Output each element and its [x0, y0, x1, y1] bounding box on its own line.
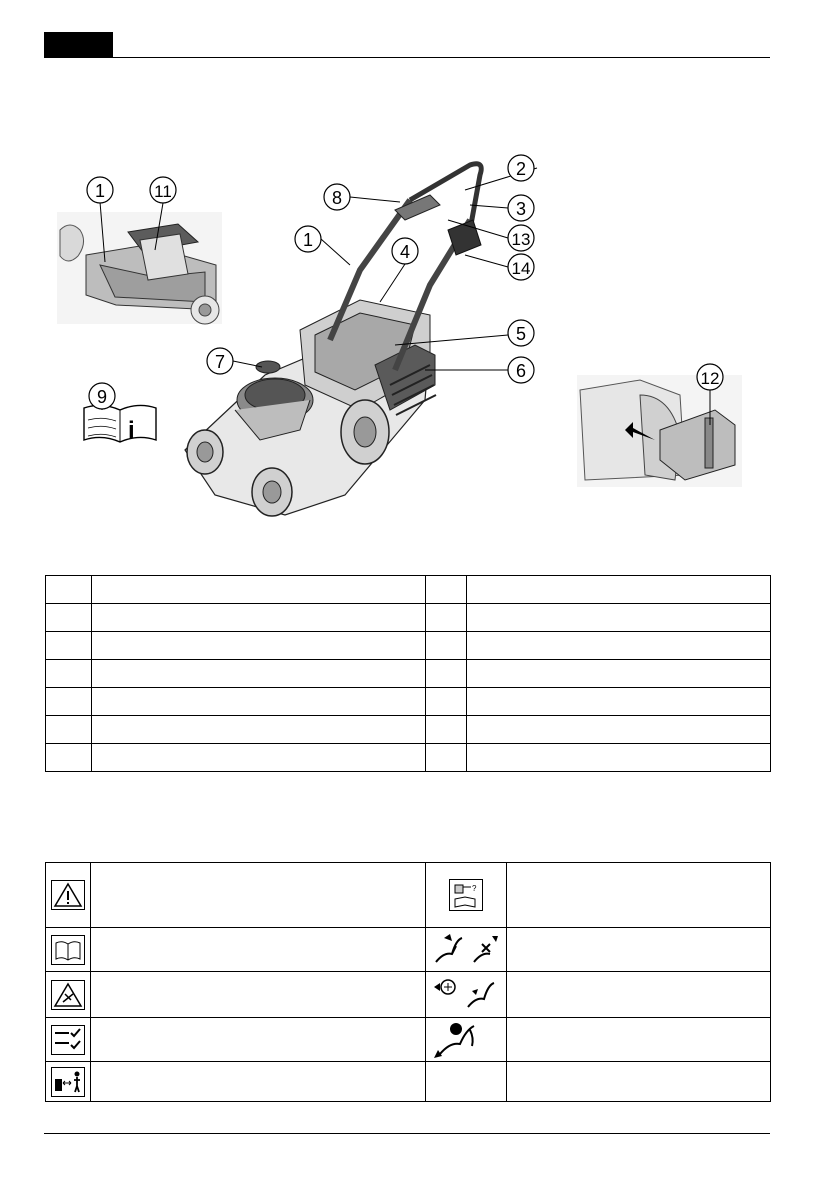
part-number — [426, 604, 467, 632]
symbol-description — [507, 863, 771, 928]
part-description — [467, 604, 771, 632]
callout-inset-11 — [150, 177, 176, 203]
part-description — [92, 716, 426, 744]
part-number — [46, 632, 92, 660]
svg-text:11: 11 — [154, 182, 172, 201]
engage-lever-icon — [430, 932, 502, 968]
part-number — [426, 576, 467, 604]
callout-3 — [508, 195, 534, 221]
part-number — [46, 688, 92, 716]
svg-text:6: 6 — [515, 361, 527, 381]
callout-4 — [392, 238, 418, 264]
svg-text:1: 1 — [94, 181, 106, 201]
part-description — [467, 744, 771, 772]
callout-12 — [697, 364, 723, 390]
header-rule — [44, 57, 770, 58]
symbol-description — [507, 1062, 771, 1102]
table-row — [46, 716, 771, 744]
parts-table — [45, 575, 771, 772]
symbol-description — [507, 972, 771, 1018]
lawnmower-illustration — [0, 140, 839, 520]
svg-text:?: ? — [472, 884, 477, 893]
svg-text:14: 14 — [511, 259, 531, 278]
symbol-description — [91, 863, 426, 928]
part-number — [46, 716, 92, 744]
svg-text:12: 12 — [700, 369, 720, 388]
symbol-description — [91, 928, 426, 972]
part-description — [467, 632, 771, 660]
table-row — [46, 1062, 771, 1102]
svg-text:i: i — [128, 417, 135, 444]
symbol-description — [91, 1018, 426, 1062]
part-description — [467, 716, 771, 744]
table-row — [46, 576, 771, 604]
part-description — [92, 744, 426, 772]
table-row — [46, 744, 771, 772]
part-description — [467, 688, 771, 716]
symbol-description — [507, 1018, 771, 1062]
part-number — [46, 660, 92, 688]
part-number — [46, 604, 92, 632]
callout-9 — [89, 383, 115, 409]
part-number — [46, 744, 92, 772]
keep-distance-icon — [51, 1067, 85, 1097]
table-row — [46, 604, 771, 632]
table-row — [46, 632, 771, 660]
callout-inset-1 — [87, 177, 113, 203]
mower-drawing — [185, 164, 481, 516]
callout-7 — [207, 348, 233, 374]
part-number — [426, 744, 467, 772]
drive-lever-icon — [430, 1020, 502, 1060]
table-row — [46, 928, 771, 972]
empty-icon-cell — [426, 1062, 507, 1102]
inset-grass-catcher — [57, 202, 222, 324]
svg-text:3: 3 — [515, 199, 527, 219]
symbol-description — [91, 1062, 426, 1102]
callout-6 — [508, 357, 534, 383]
part-number — [426, 660, 467, 688]
part-description — [467, 660, 771, 688]
table-row — [46, 972, 771, 1018]
symbol-description — [91, 972, 426, 1018]
callout-1 — [295, 226, 321, 252]
callout-5 — [508, 320, 534, 346]
blade-hazard-icon — [51, 980, 85, 1010]
svg-text:8: 8 — [331, 188, 343, 208]
part-description — [92, 660, 426, 688]
header-tab — [44, 32, 113, 58]
part-number — [46, 576, 92, 604]
svg-text:7: 7 — [214, 352, 226, 372]
callout-8 — [324, 184, 350, 210]
inset-mulch-plug — [577, 375, 742, 487]
footer-rule — [44, 1133, 770, 1134]
svg-text:2: 2 — [515, 159, 527, 179]
check-before-use-icon — [51, 1025, 85, 1055]
svg-text:4: 4 — [399, 242, 411, 262]
part-number — [426, 716, 467, 744]
part-description — [92, 688, 426, 716]
part-description — [92, 604, 426, 632]
manual-book-icon — [84, 405, 156, 444]
callout-14 — [508, 254, 534, 280]
symbol-description — [507, 928, 771, 972]
part-description — [467, 576, 771, 604]
part-description — [92, 632, 426, 660]
table-row — [46, 660, 771, 688]
part-number — [426, 632, 467, 660]
symbols-table — [45, 862, 771, 1102]
table-row — [46, 863, 771, 928]
svg-text:1: 1 — [302, 230, 314, 250]
part-number — [426, 688, 467, 716]
svg-text:9: 9 — [96, 387, 108, 407]
svg-text:5: 5 — [515, 324, 527, 344]
callout-2 — [508, 155, 534, 181]
part-description — [92, 576, 426, 604]
blade-stop-lever-icon — [430, 977, 502, 1013]
table-row — [46, 688, 771, 716]
table-row — [46, 1018, 771, 1062]
maintenance-manual-icon — [449, 879, 483, 911]
callout-13 — [508, 225, 534, 251]
read-manual-icon — [51, 935, 85, 965]
warning-triangle-icon — [51, 880, 85, 910]
svg-text:13: 13 — [511, 230, 531, 249]
